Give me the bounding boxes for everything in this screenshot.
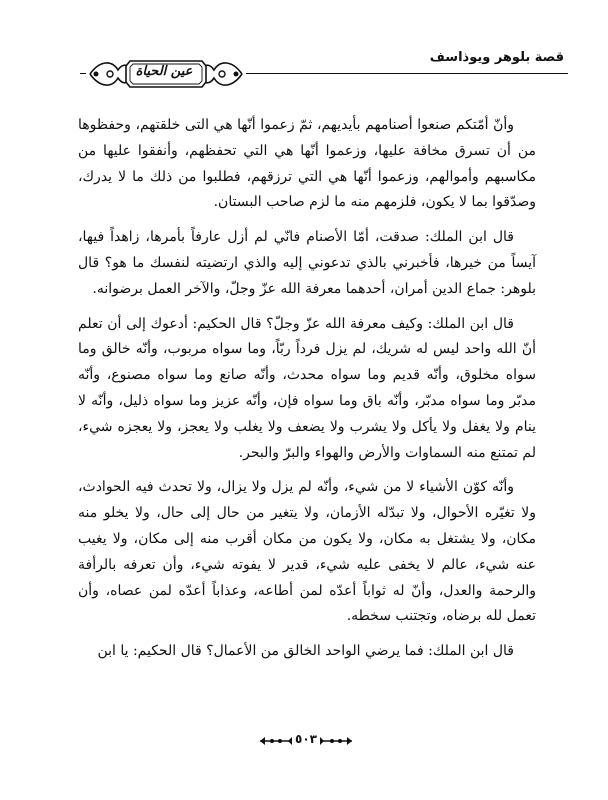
running-header-title: قصة بلوهر ويوذاسف (429, 50, 564, 65)
paragraph: وأنّه كوّن الأشياء لا من شيء، وأنّه لم يزل ولا يزال، ولا تحدث فيه الحوادث، ولا تغيّره الأحوال، ولا تبدّله الأزمان، ولا يتغير من حال إلى حال، ولا يخلو منه مكان، ولا يشتغل به مكان، ولا يكون من مكان أقرب منه إلى مكان، ولا يغيب عنه شيء، عالم لا يخفى عليه شيء، قدير لا يفوته شيء، وأن تعرفه بالرأفة والرحمة والعدل، وأنّ له ثواباً أعدّه لمن أطاعه، وعذاباً أعدّه لمن عصاه، وأن تعمل لله برضاه، وتجتنب سخطه. (78, 479, 536, 625)
page-body (78, 113, 536, 674)
paragraph: وأنّ أمّتكم صنعوا أصنامهم بأيديهم، ثمّ زعموا أنّها هي التى خلقتهم، وحفظوها من أن تسرق مخافة عليها، وزعموا أنّها هي التي تحفظهم، وأنفقوا عليها من مكاسبهم وأموالهم، وزعموا أنّها هي التي ترزقهم، فطلبوا من ذلك ما لا يدرك، وصدّقوا بما لا يكون، فلزمهم منه ما لزم صاحب البستان. (78, 117, 536, 211)
book-title-badge (86, 58, 246, 90)
paragraph: قال ابن الملك: وكيف معرفة الله عزّ وجلّ؟ قال الحكيم: أدعوك إلى أن تعلم أنّ الله واحد ليس له شريك، لم يزل فرداً ربّاً، وما سواه مربوب، وأنّه خالق وما سواه مخلوق، وأنّه قديم وما سواه محدث، وأنّه صانع وما سواه مصنوع، وأنّه مدبّر وما سواه مدبّر، وأنّه باق وما سواه فإن، وأنّه عزيز وما سواه ذليل، وأنّه لا ينام ولا يغفل ولا يأكل ولا يشرب ولا يضعف ولا يغلب ولا يعجز، ولا يعجزه شيء، لم تمتنع منه السماوات والأرض والهواء والبرّ والبحر. (78, 315, 536, 461)
paragraph: قال ابن الملك: صدقت، أمّا الأصنام فانّي لم أزل عارفاً بأمرها، زاهداً فيها، آيساً من خيرها، فأخبرني بالذي تدعوني إليه والذي ارتضيته لنفسك ما هو؟ قال بلوهر: جماع الدين أمران، أحدهما معرفة الله عزّ وجلّ، والآخر العمل برضوانه. (78, 229, 536, 297)
badge-title: عين الحياة (135, 64, 193, 79)
paragraph: قال ابن الملك: فما يرضي الواحد الخالق من الأعمال؟ قال الحكيم: يا ابن (97, 643, 514, 660)
page-number: ٥٠٣ (295, 732, 317, 746)
page-footer (258, 732, 354, 750)
